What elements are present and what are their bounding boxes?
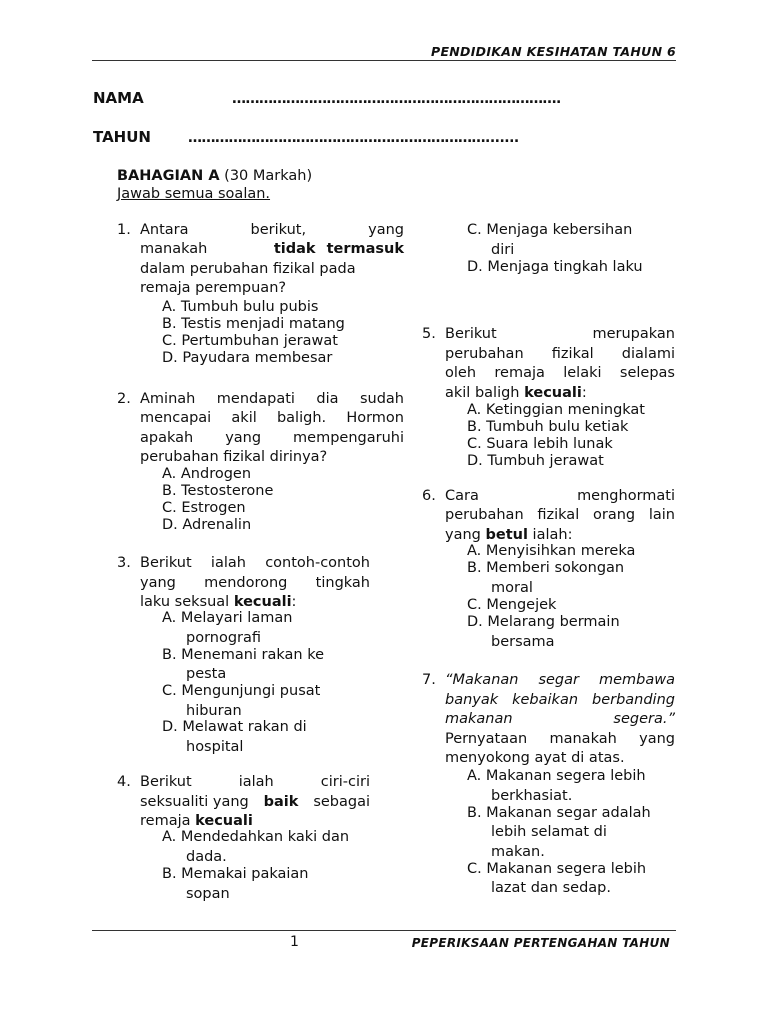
q3-option-d-cont: hospital xyxy=(186,739,244,755)
q1-line-4: remaja perempuan? xyxy=(140,280,287,296)
q7-option-b-cont2: makan. xyxy=(491,844,545,860)
q1-line-2: manakah tidak termasuk xyxy=(140,241,404,257)
q2-line-3: apakah yang mempengaruhi xyxy=(140,430,404,446)
q4-option-a: A. Mendedahkan kaki dan xyxy=(162,829,350,845)
q6-option-a: A. Menyisihkan mereka xyxy=(467,543,636,559)
q1-option-a: A. Tumbuh bulu pubis xyxy=(162,299,319,315)
q4-number: 4. xyxy=(117,774,131,790)
q7-line-4: Pernyataan manakah yang xyxy=(445,731,675,747)
page-number: 1 xyxy=(290,934,299,950)
q2-option-a: A. Androgen xyxy=(162,466,252,482)
q4-option-b: B. Memakai pakaian xyxy=(162,866,309,882)
footer-rule xyxy=(92,930,676,931)
q7-option-a: A. Makanan segera lebih xyxy=(467,768,646,784)
section-heading xyxy=(117,167,312,186)
q7-line-5: menyokong ayat di atas. xyxy=(445,750,625,766)
q6-option-b-cont: moral xyxy=(491,580,533,596)
q7-number: 7. xyxy=(422,672,436,688)
q4-line-3: remaja kecuali xyxy=(140,813,253,829)
q6-option-c: C. Mengejek xyxy=(467,597,557,613)
q3-line-1: Berikut ialah contoh-contoh xyxy=(140,555,370,571)
q5-option-a: A. Ketinggian meningkat xyxy=(467,402,645,418)
section-title: BAHAGIAN A xyxy=(117,168,220,184)
q7-option-c-cont: lazat dan sedap. xyxy=(491,880,611,896)
q3-line-2: yang mendorong tingkah xyxy=(140,575,370,591)
q4-option-c-cont: diri xyxy=(491,242,515,258)
q5-line-1: Berikut merupakan xyxy=(445,326,675,342)
q6-line-3: yang betul ialah: xyxy=(445,527,573,543)
q1-line-1: Antara berikut, yang xyxy=(140,222,404,238)
q2-line-2: mencapai akil baligh. Hormon xyxy=(140,410,404,426)
q1-option-d: D. Payudara membesar xyxy=(162,350,333,366)
tahun-label: TAHUN xyxy=(93,128,151,146)
q2-number: 2. xyxy=(117,391,131,407)
q3-option-c: C. Mengunjungi pusat xyxy=(162,683,321,699)
q4-option-a-cont: dada. xyxy=(186,849,227,865)
q6-number: 6. xyxy=(422,488,436,504)
q5-option-c: C. Suara lebih lunak xyxy=(467,436,613,452)
q7-line-1: “Makanan segar membawa xyxy=(445,672,675,688)
q5-option-b: B. Tumbuh bulu ketiak xyxy=(467,419,629,435)
q1-line-3: dalam perubahan fizikal pada xyxy=(140,261,356,277)
q3-line-3: laku seksual kecuali: xyxy=(140,594,297,610)
q2-option-b: B. Testosterone xyxy=(162,483,274,499)
q7-option-b-cont: lebih selamat di xyxy=(491,824,607,840)
q7-line-2: banyak kebaikan berbanding xyxy=(445,692,675,708)
q4-option-d: D. Menjaga tingkah laku xyxy=(467,259,643,275)
q7-option-b: B. Makanan segar adalah xyxy=(467,805,651,821)
q1-option-b: B. Testis menjadi matang xyxy=(162,316,345,332)
q4-line-2: seksualiti yang baik sebagai xyxy=(140,794,370,810)
q3-option-d: D. Melawat rakan di xyxy=(162,719,307,735)
q4-option-c: C. Menjaga kebersihan xyxy=(467,222,633,238)
q2-line-4: perubahan fizikal dirinya? xyxy=(140,449,328,465)
q5-line-4: akil baligh kecuali: xyxy=(445,385,587,401)
q6-option-d: D. Melarang bermain xyxy=(467,614,620,630)
q1-number: 1. xyxy=(117,222,131,238)
q7-line-3: makanan segera.” xyxy=(445,711,675,727)
q2-option-c: C. Estrogen xyxy=(162,500,246,516)
q3-option-a: A. Melayari laman xyxy=(162,610,293,626)
q5-line-2: perubahan fizikal dialami xyxy=(445,346,675,362)
q7-option-a-cont: berkhasiat. xyxy=(491,788,573,804)
q2-line-1: Aminah mendapati dia sudah xyxy=(140,391,404,407)
q6-option-b: B. Memberi sokongan xyxy=(467,560,625,576)
tahun-dots: …………………………………………………………....... xyxy=(188,130,519,146)
q1-option-c: C. Pertumbuhan jerawat xyxy=(162,333,338,349)
q6-line-1: Cara menghormati xyxy=(445,488,675,504)
q3-option-b: B. Menemani rakan ke xyxy=(162,647,325,663)
q3-option-a-cont: pornografi xyxy=(186,630,262,646)
q5-option-d: D. Tumbuh jerawat xyxy=(467,453,604,469)
q2-option-d: D. Adrenalin xyxy=(162,517,252,533)
q3-option-c-cont: hiburan xyxy=(186,703,242,719)
q6-line-2: perubahan fizikal orang lain xyxy=(445,507,675,523)
q3-number: 3. xyxy=(117,555,131,571)
page-header-title: PENDIDIKAN KESIHATAN TAHUN 6 xyxy=(430,44,676,59)
q6-option-d-cont: bersama xyxy=(491,634,555,650)
header-rule xyxy=(92,60,676,61)
q5-number: 5. xyxy=(422,326,436,342)
section-marks: (30 Markah) xyxy=(224,168,313,184)
q7-option-c: C. Makanan segera lebih xyxy=(467,861,647,877)
q3-option-b-cont: pesta xyxy=(186,666,227,682)
footer-title: PEPERIKSAAN PERTENGAHAN TAHUN xyxy=(411,936,670,950)
nama-dots: ………………………………………………………………. xyxy=(232,91,561,107)
instruction: Jawab semua soalan. xyxy=(117,186,271,202)
q4-line-1: Berikut ialah ciri-ciri xyxy=(140,774,370,790)
q4-option-b-cont: sopan xyxy=(186,886,230,902)
q5-line-3: oleh remaja lelaki selepas xyxy=(445,365,675,381)
nama-label: NAMA xyxy=(93,89,144,107)
